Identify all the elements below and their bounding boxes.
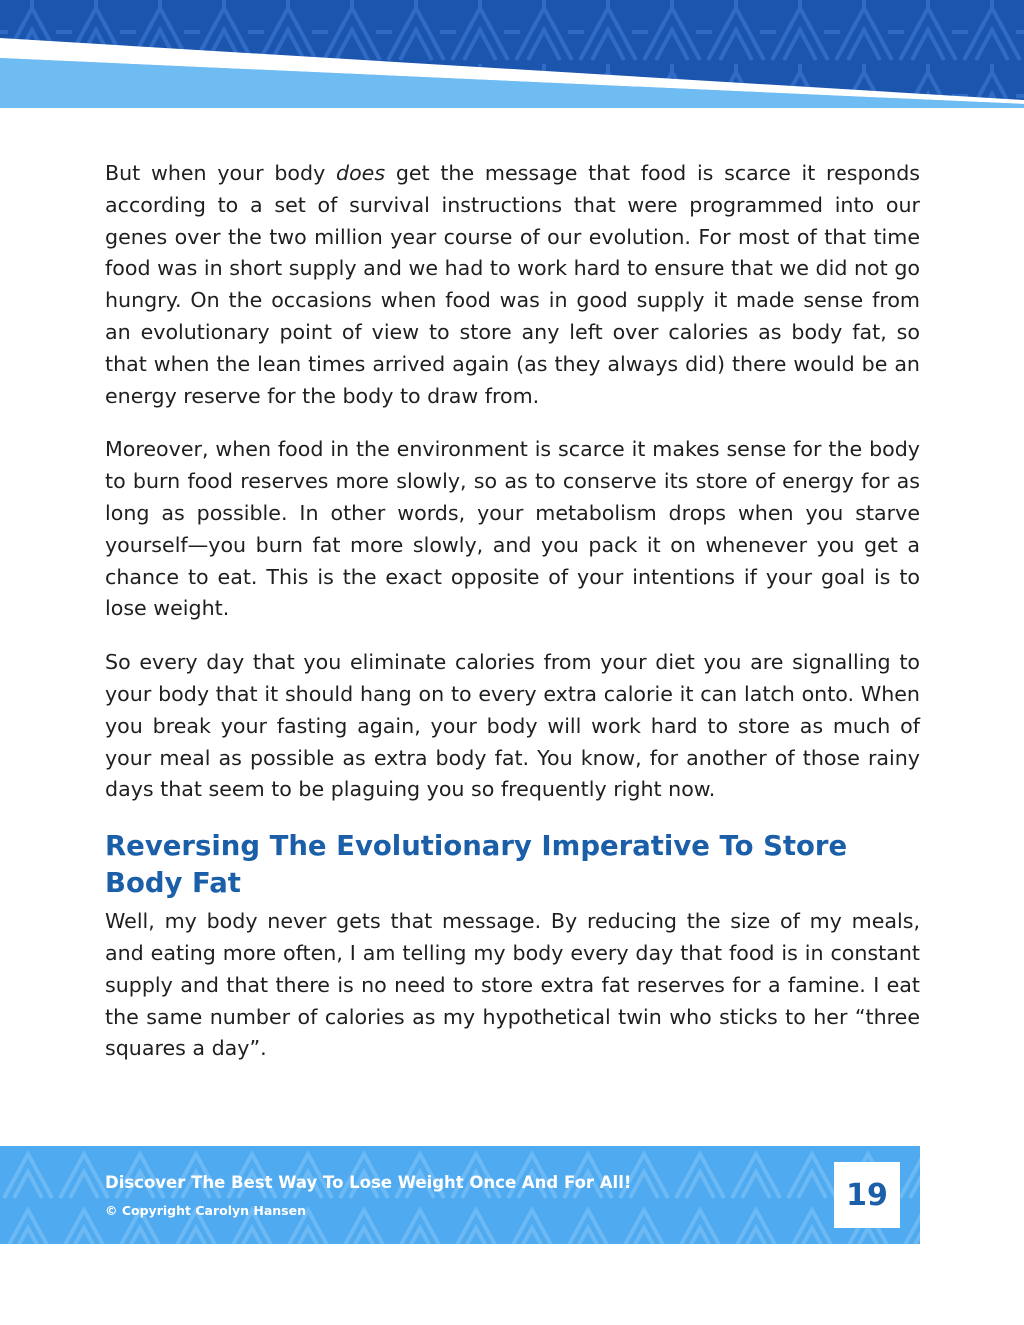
- paragraph-2: Moreover, when food in the environment is scarce it makes sense for the body to burn food reserves more slowly, so as to conserve its store of energy for as long as possible. In other words, your metabolism drops when you starve yourself—you burn fat more slowly, and you pack it on whenever you get a chance to eat. This is the exact opposite of your intentions if your goal is to lose weight.: [105, 437, 920, 621]
- page-content: [105, 158, 920, 1065]
- paragraph-3: So every day that you eliminate calories from your diet you are signalling to your body that it should hang on to every extra calorie it can latch onto. When you break your fasting again, your body will work hard to store as much of your meal as possible as extra body fat. You know, for another of those rainy days that seem to be plaguing you so frequently right now.: [105, 650, 920, 802]
- footer-title: Discover The Best Way To Lose Weight Once And For All!: [105, 1173, 632, 1192]
- emphasis-does: does: [336, 161, 386, 185]
- paragraph-1: But when your body does get the message that food is scarce it responds according to a set of survival instructions that were programmed into our genes over the two million year course of our evolution. For most of that time food was in short supply and we had to work hard to ensure that we did not go hungry. On the occasions when food was in good supply it made sense from an evolutionary point of view to store any left over calories as body fat, so that when the lean times arrived again (as they always did) there would be an energy reserve for the body to draw from.: [105, 161, 920, 408]
- page-number: 19: [834, 1162, 900, 1228]
- footer-band: [0, 1146, 920, 1244]
- footer-pattern: [0, 1146, 920, 1244]
- footer-copyright: © Copyright Carolyn Hansen: [105, 1203, 306, 1218]
- paragraph-4: Well, my body never gets that message. By reducing the size of my meals, and eating more often, I am telling my body every day that food is in constant supply and that there is no need to store extra fat reserves for a famine. I eat the same number of calories as my hypothetical twin who sticks to her “three squares a day”.: [105, 909, 920, 1061]
- header-pattern-band: [0, 0, 1024, 120]
- section-heading: Reversing The Evolutionary Imperative To Store Body Fat: [105, 830, 848, 900]
